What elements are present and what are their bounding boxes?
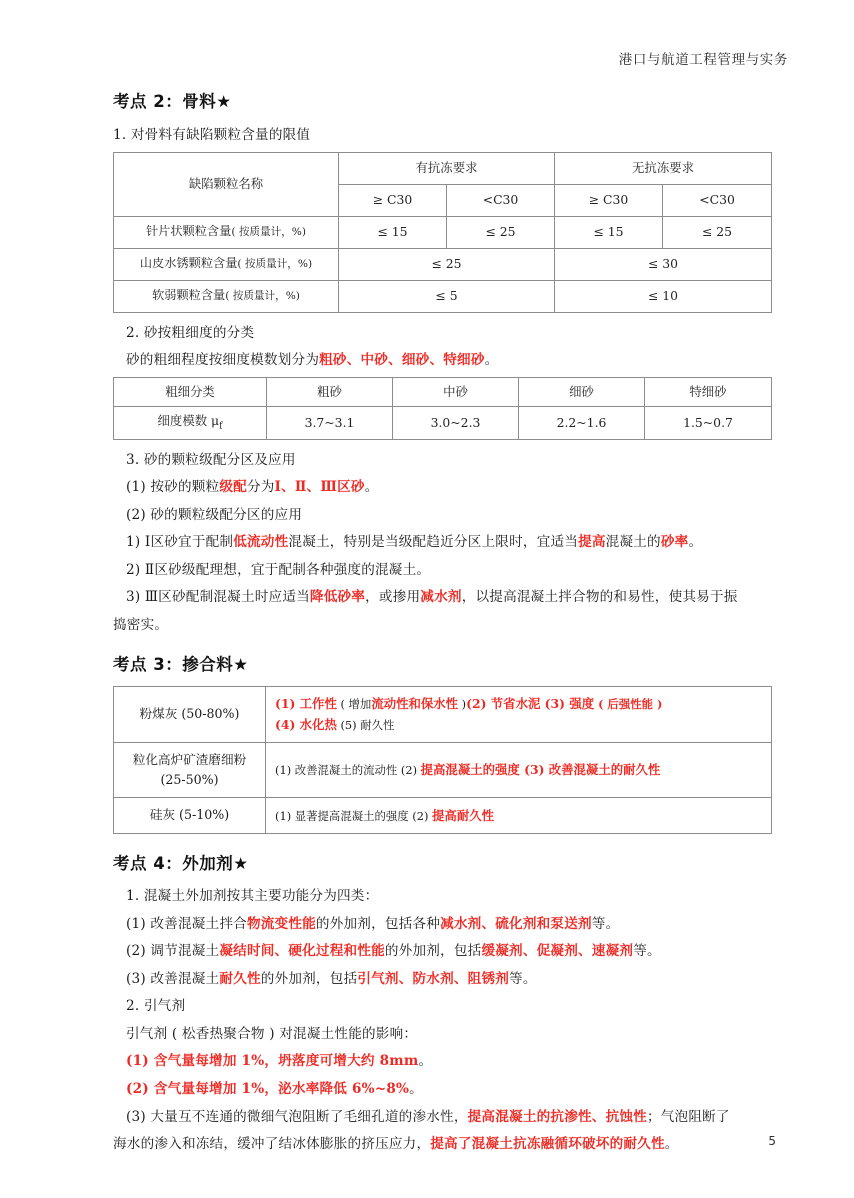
running-header: 港口与航道工程管理与实务 <box>618 52 788 68</box>
admixture-effect-3: (3) 大量互不连通的微细气泡阻断了毛细孔道的渗水性，提高混凝土的抗渗性、抗蚀性；气泡阻断了 <box>126 1108 730 1125</box>
header-defect-name: 缺陷颗粒名称 <box>114 152 339 216</box>
admixture-effect-3-wrap: 海水的渗入和冻结，缓冲了结冰体膨胀的挤压应力，提高了混凝土抗冻融循环破坏的耐久性。 <box>113 1136 679 1153</box>
header-medium-sand: 中砂 <box>393 378 519 407</box>
cell-value: 3.7~3.1 <box>267 407 393 440</box>
cell-value: ≤ 25 <box>447 216 555 248</box>
row-content-fly-ash: (1) 工作性 ( 增加流动性和保水性 )(2) 节省水泥 (3) 强度 ( 后强性能 ) (4) 水化热 (5) 耐久性 <box>266 687 772 742</box>
section-heading-kaodian4: 考点 4：外加剂★ <box>113 853 249 873</box>
table-row <box>114 280 772 312</box>
admixture-l3: (3) 改善混凝土耐久性的外加剂，包括引气剂、防水剂、阻锈剂等。 <box>126 970 537 987</box>
sand-grading-p2: (2) 砂的颗粒级配分区的应用 <box>126 506 303 523</box>
page-number: 5 <box>768 1134 776 1148</box>
row-label-fineness-modulus: 细度模数 $\mu_f$ <box>114 407 267 440</box>
subheader-frost-lt-c30: <C30 <box>447 184 555 216</box>
admixture-effect-1: (1) 含气量每增加 1%，坍落度可增大约 8mm。 <box>126 1053 433 1070</box>
table-row-header <box>114 378 772 407</box>
sand-grading-p3: 1) Ⅰ区砂宜于配制低流动性混凝土，特别是当级配趋近分区上限时，宜适当提高混凝土的砂率。 <box>126 534 703 551</box>
section-heading-kaodian2: 考点 2：骨料★ <box>113 92 232 111</box>
row-content-slag-powder: (1) 改善混凝土的流动性 (2) 提高混凝土的强度 (3) 改善混凝土的耐久性 <box>266 742 772 798</box>
row-label-silica-fume: 硅灰 (5-10%) <box>114 798 266 833</box>
cell-value: 3.0~2.3 <box>393 407 519 440</box>
row-label-slag-powder: 粒化高炉矿渣磨细粉 (25-50%) <box>114 742 266 798</box>
admixture-effect-2: (2) 含气量每增加 1%，泌水率降低 6%~8%。 <box>126 1081 423 1097</box>
admixture-l1: (1) 改善混凝土拌合物流变性能的外加剂，包括各种减水剂、硫化剂和泵送剂等。 <box>126 915 620 932</box>
admixture-t2: 2. 引气剂 <box>126 998 186 1015</box>
table-row-header-group <box>114 152 772 184</box>
table-row <box>114 407 772 440</box>
sand-grading-title: 3. 砂的颗粒级配分区及应用 <box>126 451 296 468</box>
row-label-fly-ash: 粉煤灰 (50-80%) <box>114 687 266 742</box>
table-sand-fineness-modulus <box>113 377 772 440</box>
row-content-silica-fume: (1) 显著提高混凝土的强度 (2) 提高耐久性 <box>266 798 772 833</box>
admixture-t3: 引气剂 ( 松香热聚合物 ) 对混凝土性能的影响： <box>126 1025 418 1042</box>
table-row <box>114 216 772 248</box>
admixture-t1: 1. 混凝土外加剂按其主要功能分为四类： <box>126 888 379 905</box>
row-label-rust-particle: 山皮水锈颗粒含量( 按质量计，%) <box>114 248 339 280</box>
cell-value: ≤ 30 <box>555 248 772 280</box>
cell-value: ≤ 15 <box>555 216 663 248</box>
cell-value: ≤ 25 <box>663 216 772 248</box>
row-label-needle-flake: 针片状颗粒含量( 按质量计，%) <box>114 216 339 248</box>
row-label-weak-particle: 软弱颗粒含量( 按质量计，%) <box>114 280 339 312</box>
admixture-l2: (2) 调节混凝土凝结时间、硬化过程和性能的外加剂，包括缓凝剂、促凝剂、速凝剂等。 <box>126 943 661 960</box>
cell-value: ≤ 10 <box>555 280 772 312</box>
sand-grading-p5-wrap: 捣密实。 <box>113 616 169 633</box>
table-row <box>114 687 772 742</box>
subheader-nofrost-lt-c30: <C30 <box>663 184 772 216</box>
page-content <box>113 92 771 1161</box>
subheader-nofrost-ge-c30: ≥ C30 <box>555 184 663 216</box>
cell-value: 2.2~1.6 <box>519 407 645 440</box>
table-defect-particle-limits <box>113 152 772 313</box>
cell-value: ≤ 25 <box>339 248 555 280</box>
subheader-frost-ge-c30: ≥ C30 <box>339 184 447 216</box>
table-row <box>114 798 772 833</box>
header-coarse-sand: 粗砂 <box>267 378 393 407</box>
cell-value: ≤ 5 <box>339 280 555 312</box>
section-heading-kaodian3: 考点 3：掺合料★ <box>113 654 249 674</box>
sand-fineness-intro-1: 2. 砂按粗细度的分类 <box>126 324 255 341</box>
table-row <box>114 248 772 280</box>
kaodian2-intro: 1. 对骨料有缺陷颗粒含量的限值 <box>113 126 311 143</box>
cell-value: ≤ 15 <box>339 216 447 248</box>
header-group-frost-required: 有抗冻要求 <box>339 152 555 184</box>
table-row <box>114 742 772 798</box>
sand-grading-p4: 2) Ⅱ区砂级配理想，宜于配制各种强度的混凝土。 <box>126 561 431 578</box>
sand-grading-p1: (1) 按砂的颗粒级配分为Ⅰ、Ⅱ、Ⅲ区砂。 <box>126 479 379 496</box>
header-group-no-frost-required: 无抗冻要求 <box>555 152 772 184</box>
header-fineness-class: 粗细分类 <box>114 378 267 407</box>
header-fine-sand: 细砂 <box>519 378 645 407</box>
sand-grading-p5: 3) Ⅲ区砂配制混凝土时应适当降低砂率，或掺用减水剂，以提高混凝土拌合物的和易性，使其易于振 <box>126 589 738 606</box>
header-extra-fine-sand: 特细砂 <box>645 378 772 407</box>
cell-value: 1.5~0.7 <box>645 407 772 440</box>
sand-fineness-intro-2: 砂的粗细程度按细度模数划分为粗砂、中砂、细砂、特细砂。 <box>126 352 499 369</box>
table-mineral-admixtures <box>113 686 772 833</box>
